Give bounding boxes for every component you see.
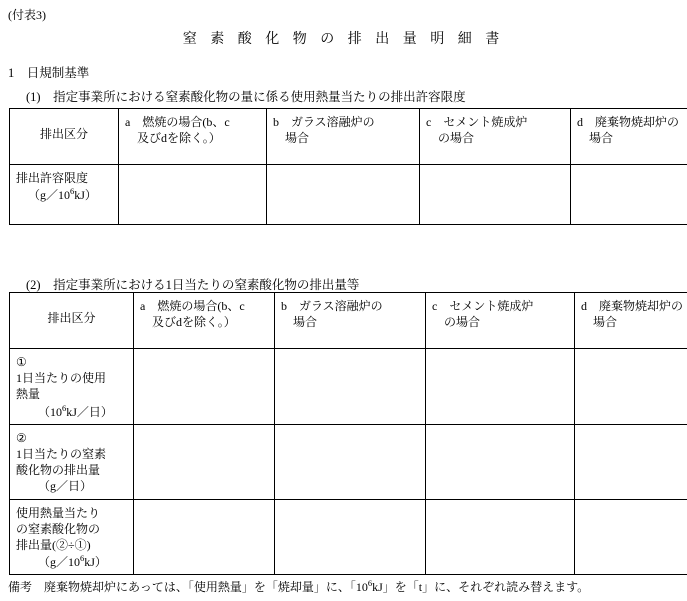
- input-cell-cement-kiln[interactable]: [426, 499, 575, 575]
- row-allowance-unit: [16, 186, 112, 203]
- table-header-row: [10, 109, 687, 165]
- footer-remark: [8, 578, 589, 595]
- footer-remark-sup: 6: [367, 578, 373, 588]
- row-nox-per-heat-unit: [16, 553, 127, 570]
- row-label-allowance: [10, 165, 119, 225]
- row-daily-nox-number: ②: [16, 430, 27, 445]
- row-nox-per-heat-line1: 使用熱量当たり: [16, 505, 101, 520]
- row-allowance-line1: 排出許容限度: [16, 171, 89, 185]
- header-glass-line2: 場合: [293, 315, 318, 330]
- row-daily-heat-line2: 1日当たりの使用: [16, 371, 107, 386]
- row-label-nox-per-heat: [10, 499, 134, 575]
- header-cell-cement-kiln: [420, 109, 571, 165]
- row-daily-heat-unit: [16, 403, 127, 420]
- table-row: [10, 165, 687, 225]
- row-daily-heat-number: ①: [16, 355, 27, 369]
- header-cell-combustion: [134, 293, 275, 349]
- row-label-daily-heat: [10, 349, 134, 425]
- row-allowance-unit-pre: （g／10: [28, 188, 71, 203]
- input-cell-cement-kiln[interactable]: [426, 424, 575, 499]
- header-combustion-line1: a 燃焼の場合(b、c: [125, 115, 230, 129]
- input-cell-waste-incinerator[interactable]: [575, 424, 687, 499]
- input-cell-glass-furnace[interactable]: [275, 424, 426, 499]
- header-cell-category: [10, 293, 134, 349]
- row-nox-per-heat-unit-pre: （g／10: [38, 555, 81, 570]
- header-cell-glass-furnace: [267, 109, 420, 165]
- input-cell-combustion[interactable]: [134, 349, 275, 425]
- row-allowance-unit-post: kJ）: [74, 188, 97, 203]
- emission-allowance-table: [9, 108, 687, 225]
- table-row: [10, 424, 687, 499]
- header-cell-cement-kiln: [426, 293, 575, 349]
- page-title: 窒 素 酸 化 物 の 排 出 量 明 細 書: [182, 32, 505, 47]
- header-cell-waste-incinerator: [571, 109, 687, 165]
- row-nox-per-heat-unit-sup: 6: [80, 553, 85, 564]
- header-waste-line2: 場合: [593, 315, 618, 330]
- header-combustion-line2: 及びdを除く。）: [137, 131, 221, 146]
- footer-remark-pre: 備考 廃棄物焼却炉にあっては、「使用熱量」を「焼却量」に、「10: [8, 580, 368, 594]
- row-daily-heat-unit-post: kJ／日）: [66, 404, 113, 419]
- row-nox-per-heat-unit-post: kJ）: [84, 555, 107, 570]
- header-cell-glass-furnace: [275, 293, 426, 349]
- header-combustion-line2: 及びdを除く。）: [152, 315, 236, 330]
- header-cement-line1: c セメント焼成炉: [426, 115, 528, 129]
- header-combustion-line1: a 燃焼の場合(b、c: [140, 299, 245, 313]
- header-glass-line1: b ガラス溶融炉の: [281, 299, 383, 313]
- form-number: (付表3): [8, 8, 46, 22]
- input-cell-cement-kiln[interactable]: [420, 165, 571, 225]
- input-cell-combustion[interactable]: [119, 165, 267, 225]
- table-header-row: [10, 293, 687, 349]
- table-row: [10, 349, 687, 425]
- input-cell-waste-incinerator[interactable]: [575, 499, 687, 575]
- input-cell-glass-furnace[interactable]: [267, 165, 420, 225]
- header-glass-line2: 場合: [285, 131, 310, 146]
- input-cell-glass-furnace[interactable]: [275, 349, 426, 425]
- header-waste-line1: d 廃棄物焼却炉の: [581, 299, 684, 313]
- input-cell-combustion[interactable]: [134, 424, 275, 499]
- row-nox-per-heat-line3: 排出量(②÷①): [16, 537, 91, 552]
- header-cell-combustion: [119, 109, 267, 165]
- subsection-heading-1: (1) 指定事業所における窒素酸化物の量に係る使用熱量当たりの排出許容限度: [26, 90, 466, 104]
- row-daily-nox-line3: 酸化物の排出量: [16, 463, 101, 478]
- input-cell-waste-incinerator[interactable]: [575, 349, 687, 425]
- header-waste-line2: 場合: [589, 131, 614, 146]
- header-category-label: 排出区分: [39, 127, 88, 141]
- input-cell-cement-kiln[interactable]: [426, 349, 575, 425]
- row-daily-nox-line2: 1日当たりの窒素: [16, 446, 107, 461]
- row-daily-heat-line3: 熱量: [16, 387, 41, 402]
- header-cell-waste-incinerator: [575, 293, 687, 349]
- header-cell-category: [10, 109, 119, 165]
- subsection-heading-2: (2) 指定事業所における1日当たりの窒素酸化物の排出量等: [26, 278, 360, 292]
- header-category-label: 排出区分: [47, 311, 96, 325]
- header-glass-line1: b ガラス溶融炉の: [273, 115, 375, 129]
- input-cell-waste-incinerator[interactable]: [571, 165, 687, 225]
- row-nox-per-heat-line2: の窒素酸化物の: [16, 521, 101, 536]
- header-cement-line1: c セメント焼成炉: [432, 299, 534, 313]
- footer-remark-post: kJ」を「t」に、それぞれ読み替えます。: [372, 580, 590, 594]
- row-daily-heat-unit-pre: （10: [38, 404, 63, 419]
- row-daily-heat-unit-sup: 6: [62, 402, 67, 413]
- row-allowance-unit-sup: 6: [70, 186, 75, 197]
- header-waste-line1: d 廃棄物焼却炉の: [577, 115, 680, 129]
- input-cell-glass-furnace[interactable]: [275, 499, 426, 575]
- daily-emission-table: [9, 292, 687, 575]
- table-row: [10, 499, 687, 575]
- header-cement-line2: の場合: [438, 131, 475, 146]
- section-heading-1: 1 日規制基準: [8, 66, 90, 80]
- row-label-daily-nox: [10, 424, 134, 499]
- header-cement-line2: の場合: [444, 315, 481, 330]
- row-daily-nox-unit: （g／日）: [38, 479, 93, 494]
- input-cell-combustion[interactable]: [134, 499, 275, 575]
